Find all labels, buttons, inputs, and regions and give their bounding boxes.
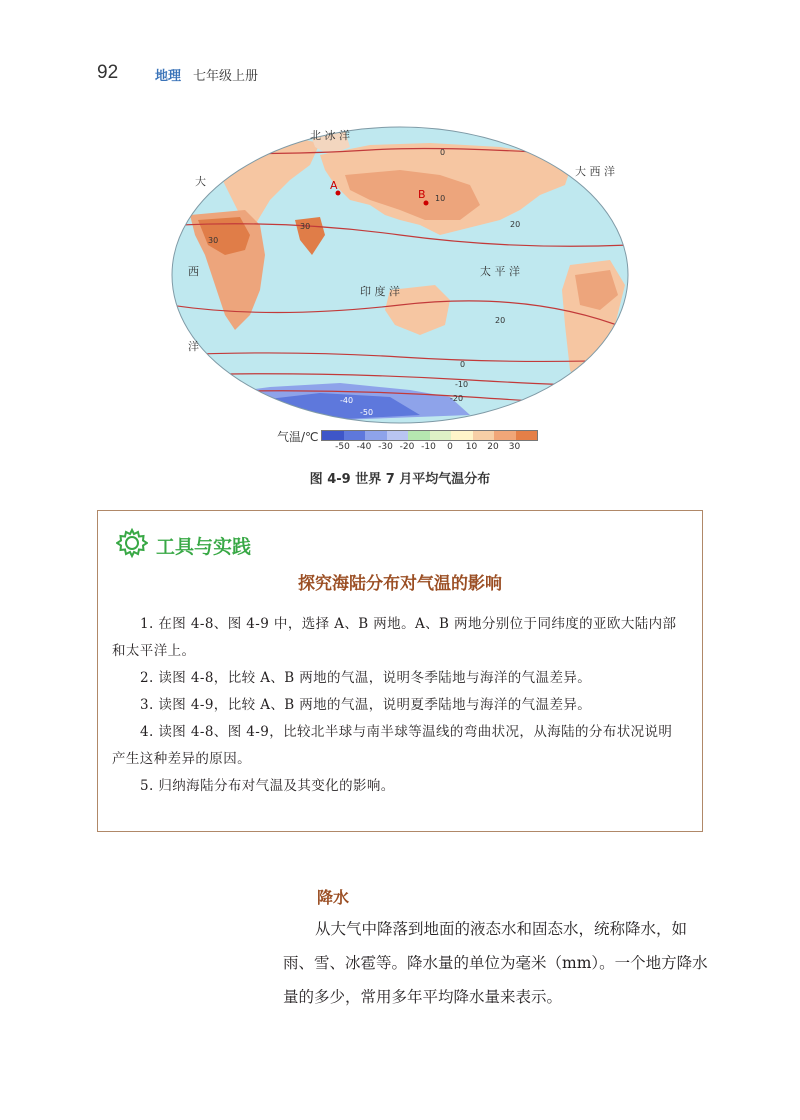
legend-swatch — [516, 431, 538, 440]
legend-ticks — [321, 442, 561, 454]
point-a-label: A — [330, 179, 338, 192]
isotherm-label: 0 — [460, 360, 466, 369]
activity-item: 5. 归纳海陆分布对气温及其变化的影响。 — [140, 778, 395, 794]
label-atlantic-east: 大 西 洋 — [575, 165, 615, 178]
section-body — [283, 912, 708, 1014]
point-b-marker — [424, 201, 429, 206]
figure-caption: 图 4-9 世界 7 月平均气温分布 — [309, 472, 491, 487]
label-indian-ocean: 印 度 洋 — [360, 285, 400, 298]
legend-tick-label: -10 — [421, 442, 436, 452]
world-july-temperature-map — [170, 125, 630, 425]
isotherm-label: -40 — [340, 396, 354, 405]
isotherm-label: 20 — [495, 316, 506, 325]
activity-item: 1. 在图 4-8、图 4-9 中，选择 A、B 两地。A、B 两地分别位于同纬度的亚欧大陆内部和太平洋上。 — [112, 616, 677, 659]
label-west: 西 — [188, 265, 199, 278]
isotherm-label: 10 — [435, 194, 446, 203]
activity-item: 4. 读图 4-8、图 4-9，比较北半球与南半球等温线的弯曲状况，从海陆的分布状况说明产生这种差异的原因。 — [112, 724, 673, 767]
activity-label: 工具与实践 — [156, 536, 252, 558]
page-number: 92 — [97, 62, 119, 83]
activity-item: 2. 读图 4-8，比较 A、B 两地的气温，说明冬季陆地与海洋的气温差异。 — [140, 670, 592, 686]
legend-color-bar — [321, 430, 538, 441]
legend-swatch — [408, 431, 430, 440]
label-yang: 洋 — [188, 340, 199, 353]
legend-swatch — [494, 431, 516, 440]
legend-swatch — [344, 431, 366, 440]
legend-swatch — [451, 431, 473, 440]
isotherm-label: -20 — [450, 394, 464, 403]
point-b-label: B — [418, 188, 426, 201]
label-arctic-ocean: 北 冰 洋 — [310, 129, 350, 142]
legend-swatch — [365, 431, 387, 440]
subject-label: 地理 — [155, 69, 182, 84]
isotherm-label: 30 — [300, 222, 311, 231]
activity-items — [112, 611, 686, 800]
isotherm-label: 0 — [440, 148, 446, 157]
isotherm-label: 20 — [510, 220, 521, 229]
legend-swatch — [430, 431, 452, 440]
legend-tick-label: 10 — [465, 442, 478, 452]
isotherm-label: -50 — [360, 408, 374, 417]
legend-tick-label: -50 — [335, 442, 350, 452]
section-title: 降水 — [317, 888, 350, 907]
label-pacific-ocean: 太 平 洋 — [480, 265, 520, 278]
legend-tick-label: -30 — [378, 442, 393, 452]
legend-tick-label: -40 — [356, 442, 372, 452]
isotherm-label: -10 — [455, 380, 469, 389]
legend-tick-label: 20 — [487, 442, 499, 452]
legend-tick-label: -20 — [399, 442, 415, 452]
label-atlantic-west: 大 — [195, 175, 206, 188]
gear-icon — [116, 527, 148, 559]
legend-swatch — [387, 431, 409, 440]
activity-box — [97, 510, 703, 832]
isotherm-label: 30 — [208, 236, 219, 245]
grade-label: 七年级上册 — [193, 69, 259, 84]
legend-swatch — [322, 431, 344, 440]
legend-tick-label: 30 — [508, 442, 521, 452]
legend-label: 气温/℃ — [277, 430, 319, 444]
legend-swatch — [473, 431, 495, 440]
legend-tick-label: 0 — [447, 442, 453, 452]
activity-item: 3. 读图 4-9，比较 A、B 两地的气温，说明夏季陆地与海洋的气温差异。 — [140, 697, 592, 713]
activity-title: 探究海陆分布对气温的影响 — [298, 574, 502, 594]
section-paragraph: 从大气中降落到地面的液态水和固态水，统称降水，如雨、雪、冰雹等。降水量的单位为毫米（mm）。一个地方降水量的多少，常用多年平均降水量来表示。 — [283, 920, 708, 1006]
